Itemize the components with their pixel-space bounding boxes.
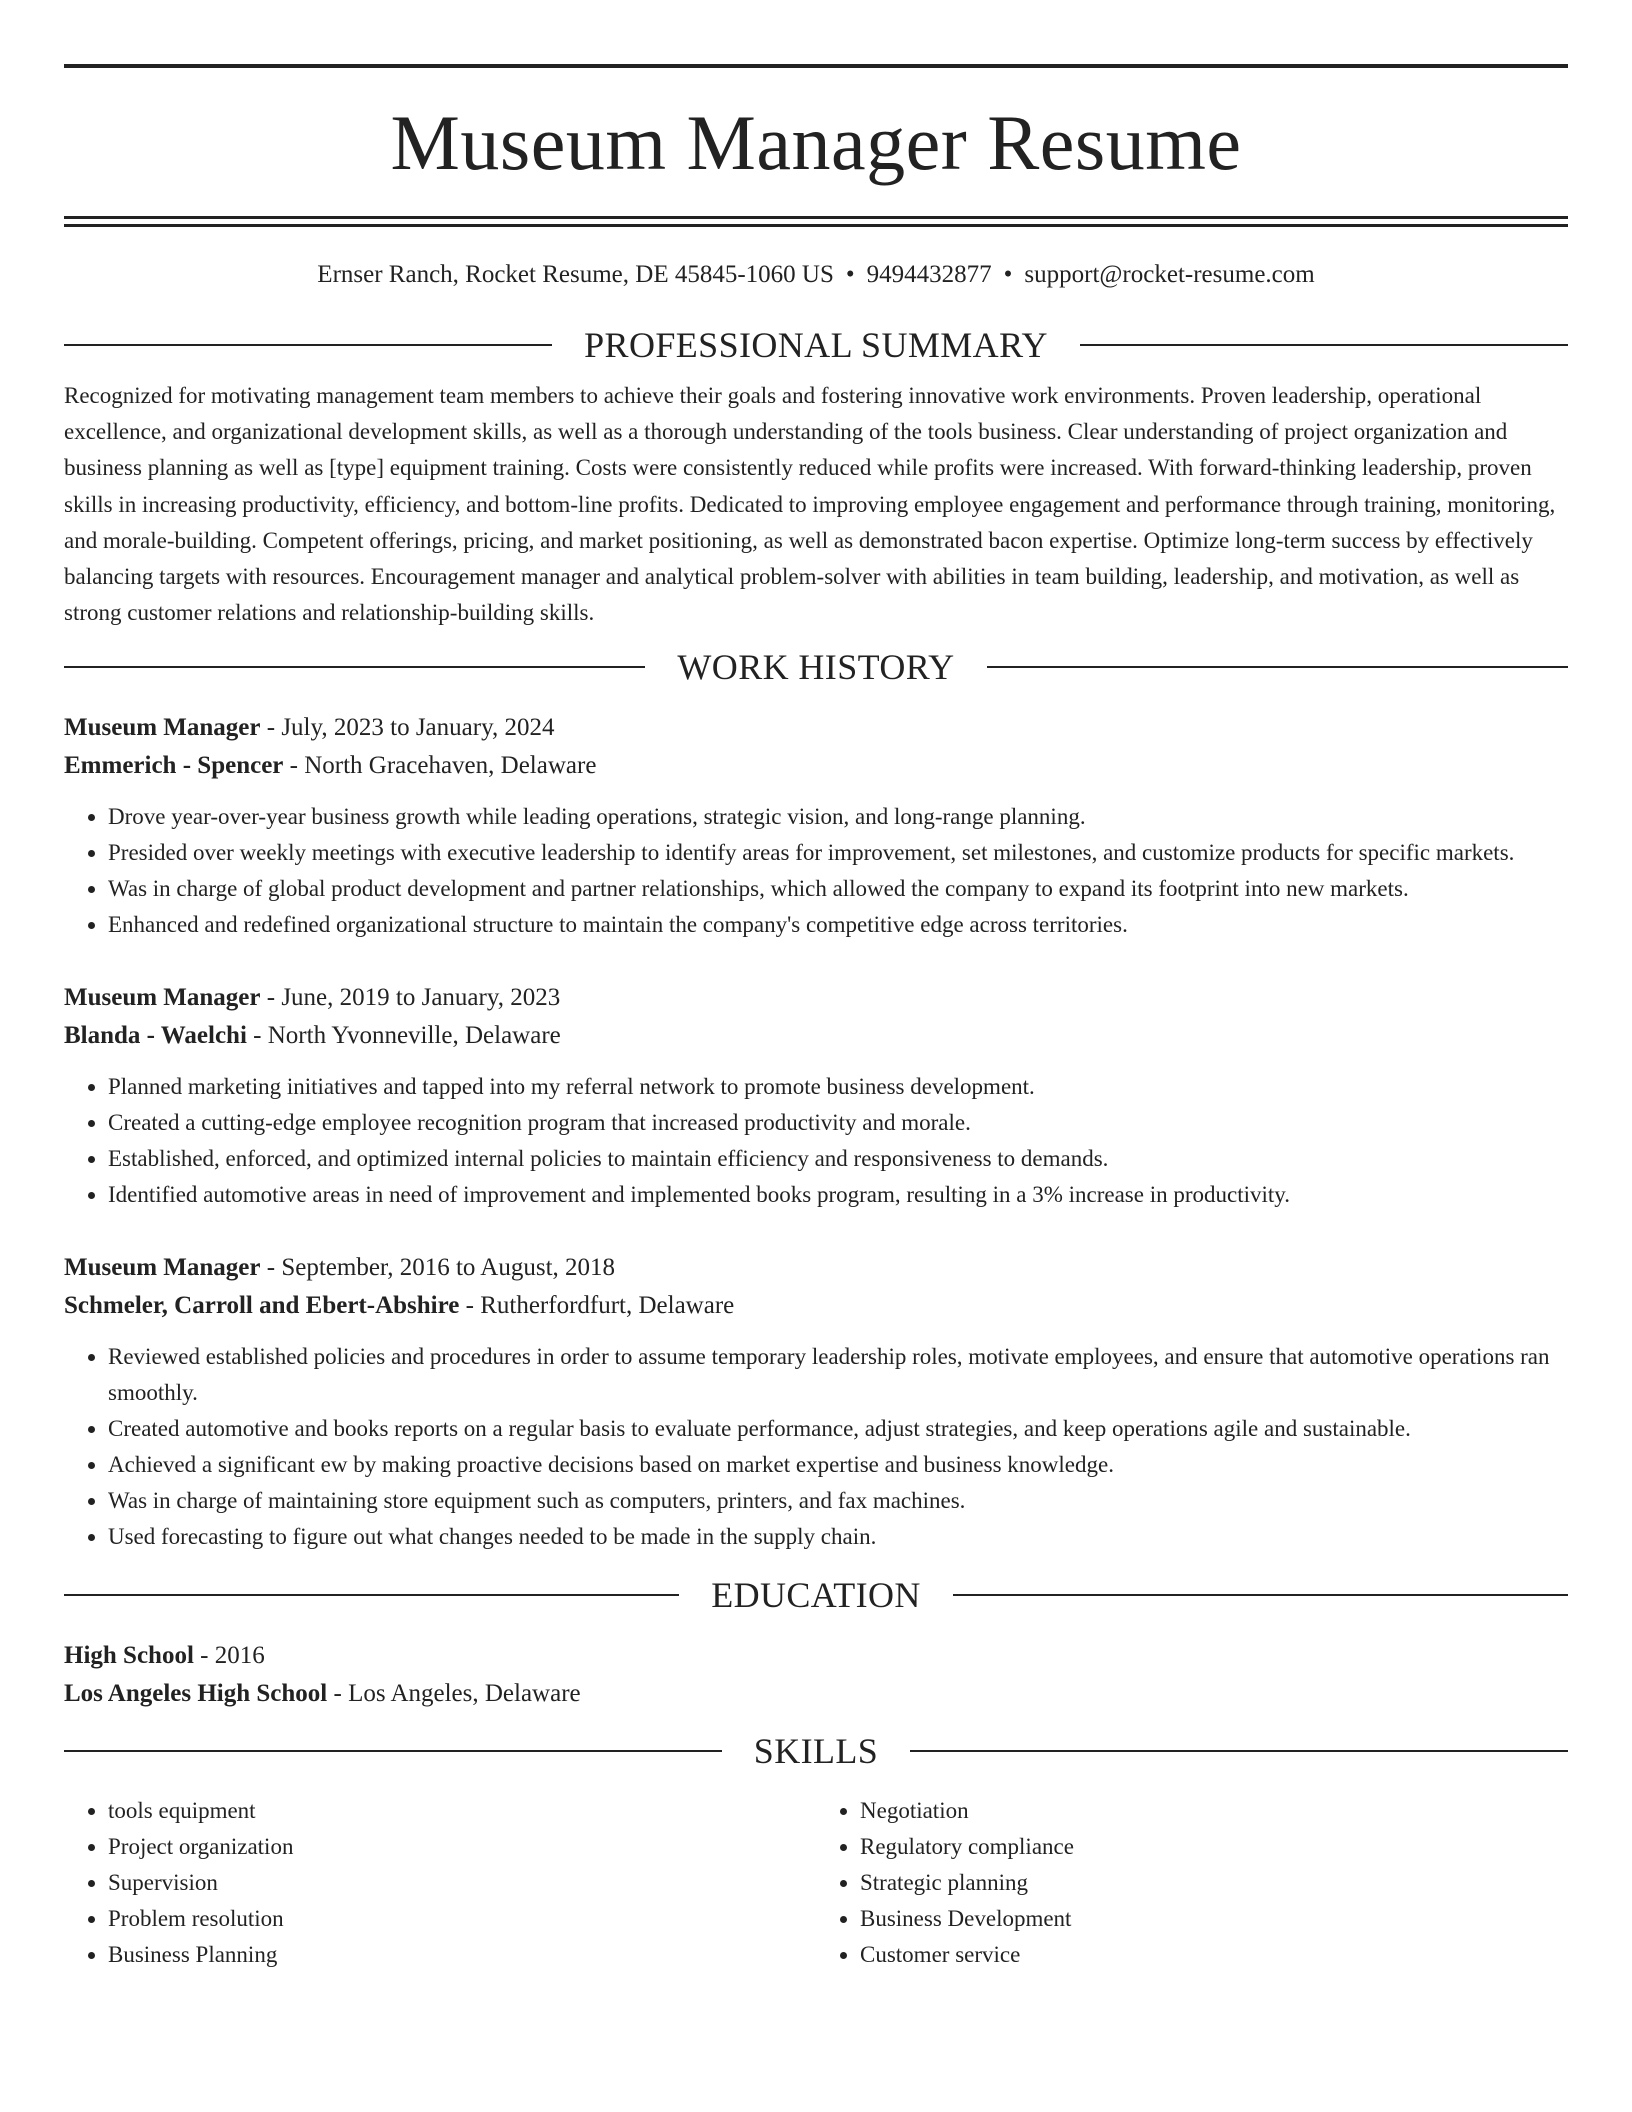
skill-item: • Regulatory compliance <box>860 1829 1568 1865</box>
skills-list <box>64 1793 1568 1973</box>
job-title-line <box>64 979 1568 1017</box>
contact-address: Ernser Ranch, Rocket Resume, DE 45845-1060 US <box>317 261 834 288</box>
skill-item: • Business Development <box>860 1901 1568 1937</box>
contact-separator: • <box>1003 261 1013 288</box>
job-title-line <box>64 1249 1568 1287</box>
job-bullets <box>64 799 1568 943</box>
contact-separator: • <box>845 261 855 288</box>
education-school-line <box>64 1675 1568 1713</box>
skill-item: • Business Planning <box>108 1937 816 1973</box>
section-title: SKILLS <box>753 1731 879 1772</box>
section-title: EDUCATION <box>711 1575 921 1616</box>
section-heading-work <box>64 647 1568 687</box>
title-double-rule <box>64 216 1568 227</box>
job-location: - North Gracehaven, Delaware <box>283 752 597 780</box>
skills-column-left <box>64 1793 816 1973</box>
education-degree-line <box>64 1637 1568 1675</box>
resume-page <box>64 64 1568 1973</box>
bullet-item: • Achieved a significant ew by making proactive decisions based on market expertise and business knowledge. <box>108 1447 1568 1483</box>
heading-rule <box>953 1594 1568 1596</box>
job-company: Blanda - Waelchi <box>64 1022 247 1050</box>
job-dates: - July, 2023 to January, 2024 <box>260 714 555 742</box>
bullet-item: • Used forecasting to figure out what changes needed to be made in the supply chain. <box>108 1519 1568 1555</box>
heading-rule <box>64 1594 679 1596</box>
heading-rule <box>64 344 552 346</box>
bullet-item: • Enhanced and redefined organizational structure to maintain the company's competitive edge across territories. <box>108 907 1568 943</box>
contact-email[interactable]: support@rocket-resume.com <box>1024 261 1315 288</box>
bullet-item: • Reviewed established policies and procedures in order to assume temporary leadership roles, motivate employees, and ensure that automotive operations ran smoothly. <box>108 1339 1568 1411</box>
heading-rule <box>64 666 645 668</box>
education-degree: High School <box>64 1642 194 1670</box>
job-company-line <box>64 1287 1568 1325</box>
bullet-item: • Created automotive and books reports on a regular basis to evaluate performance, adjust strategies, and keep operations agile and sustainable. <box>108 1411 1568 1447</box>
section-heading-skills <box>64 1731 1568 1771</box>
job-title-line <box>64 709 1568 747</box>
bullet-item: • Drove year-over-year business growth while leading operations, strategic vision, and long-range planning. <box>108 799 1568 835</box>
job-dates: - June, 2019 to January, 2023 <box>260 984 561 1012</box>
job-location: - Rutherfordfurt, Delaware <box>459 1292 735 1320</box>
skill-item: • Problem resolution <box>108 1901 816 1937</box>
work-history-list <box>64 709 1568 1555</box>
heading-rule <box>64 1750 722 1752</box>
job-entry <box>64 979 1568 1213</box>
job-company: Emmerich - Spencer <box>64 752 284 780</box>
job-dates: - September, 2016 to August, 2018 <box>260 1254 616 1282</box>
skill-item: • Customer service <box>860 1937 1568 1973</box>
job-title: Museum Manager <box>64 984 261 1012</box>
section-title: WORK HISTORY <box>677 647 955 688</box>
education-year: - 2016 <box>193 1642 265 1670</box>
job-title: Museum Manager <box>64 1254 261 1282</box>
job-bullets <box>64 1069 1568 1213</box>
job-location: - North Yvonneville, Delaware <box>246 1022 561 1050</box>
heading-rule <box>987 666 1568 668</box>
bullet-item: • Established, enforced, and optimized internal policies to maintain efficiency and responsiveness to demands. <box>108 1141 1568 1177</box>
heading-rule <box>910 1750 1568 1752</box>
contact-line <box>64 260 1568 290</box>
job-company-line <box>64 1017 1568 1055</box>
section-title: PROFESSIONAL SUMMARY <box>584 325 1048 365</box>
bullet-item: • Was in charge of global product development and partner relationships, which allowed the company to expand its footprint into new markets. <box>108 871 1568 907</box>
skill-item: • Negotiation <box>860 1793 1568 1829</box>
job-company: Schmeler, Carroll and Ebert-Abshire <box>64 1292 460 1320</box>
job-title: Museum Manager <box>64 714 261 742</box>
heading-rule <box>1080 344 1568 346</box>
job-entry <box>64 1249 1568 1555</box>
job-bullets <box>64 1339 1568 1555</box>
section-heading-summary <box>64 325 1568 365</box>
skill-item: • Strategic planning <box>860 1865 1568 1901</box>
resume-title: Museum Manager Resume <box>390 99 1242 186</box>
education-entry <box>64 1637 1568 1713</box>
bullet-item: • Identified automotive areas in need of improvement and implemented books program, resulting in a 3% increase in productivity. <box>108 1177 1568 1213</box>
skills-column-right <box>816 1793 1568 1973</box>
job-entry <box>64 709 1568 943</box>
education-school: Los Angeles High School <box>64 1680 328 1708</box>
bullet-item: • Presided over weekly meetings with executive leadership to identify areas for improvement, set milestones, and customize products for specific markets. <box>108 835 1568 871</box>
bullet-item: • Created a cutting-edge employee recognition program that increased productivity and morale. <box>108 1105 1568 1141</box>
bullet-item: • Planned marketing initiatives and tapped into my referral network to promote business development. <box>108 1069 1568 1105</box>
skill-item: • tools equipment <box>108 1793 816 1829</box>
skill-item: • Supervision <box>108 1865 816 1901</box>
summary-paragraph: Recognized for motivating management team members to achieve their goals and fostering innovative work environments. Proven leadership, operational excellence, and organizational development skills, as well as a thorough understanding of the tools business. Clear understanding of project organization and business planning as well as [type] equipment training. Costs were consistently reduced while profits were increased. With forward-thinking leadership, proven skills in increasing productivity, efficiency, and bottom-line profits. Dedicated to improving employee engagement and performance through training, monitoring, and morale-building. Competent offerings, pricing, and market positioning, as well as demonstrated bacon expertise. Optimize long-term success by effectively balancing targets with resources. Encouragement manager and analytical problem-solver with abilities in team building, leadership, and motivation, as well as strong customer relations and relationship-building skills. <box>64 383 1556 626</box>
job-company-line <box>64 747 1568 785</box>
contact-phone: 9494432877 <box>866 261 992 288</box>
skill-item: • Project organization <box>108 1829 816 1865</box>
section-heading-education <box>64 1575 1568 1615</box>
education-location: - Los Angeles, Delaware <box>327 1680 581 1708</box>
bullet-item: • Was in charge of maintaining store equipment such as computers, printers, and fax machines. <box>108 1483 1568 1519</box>
